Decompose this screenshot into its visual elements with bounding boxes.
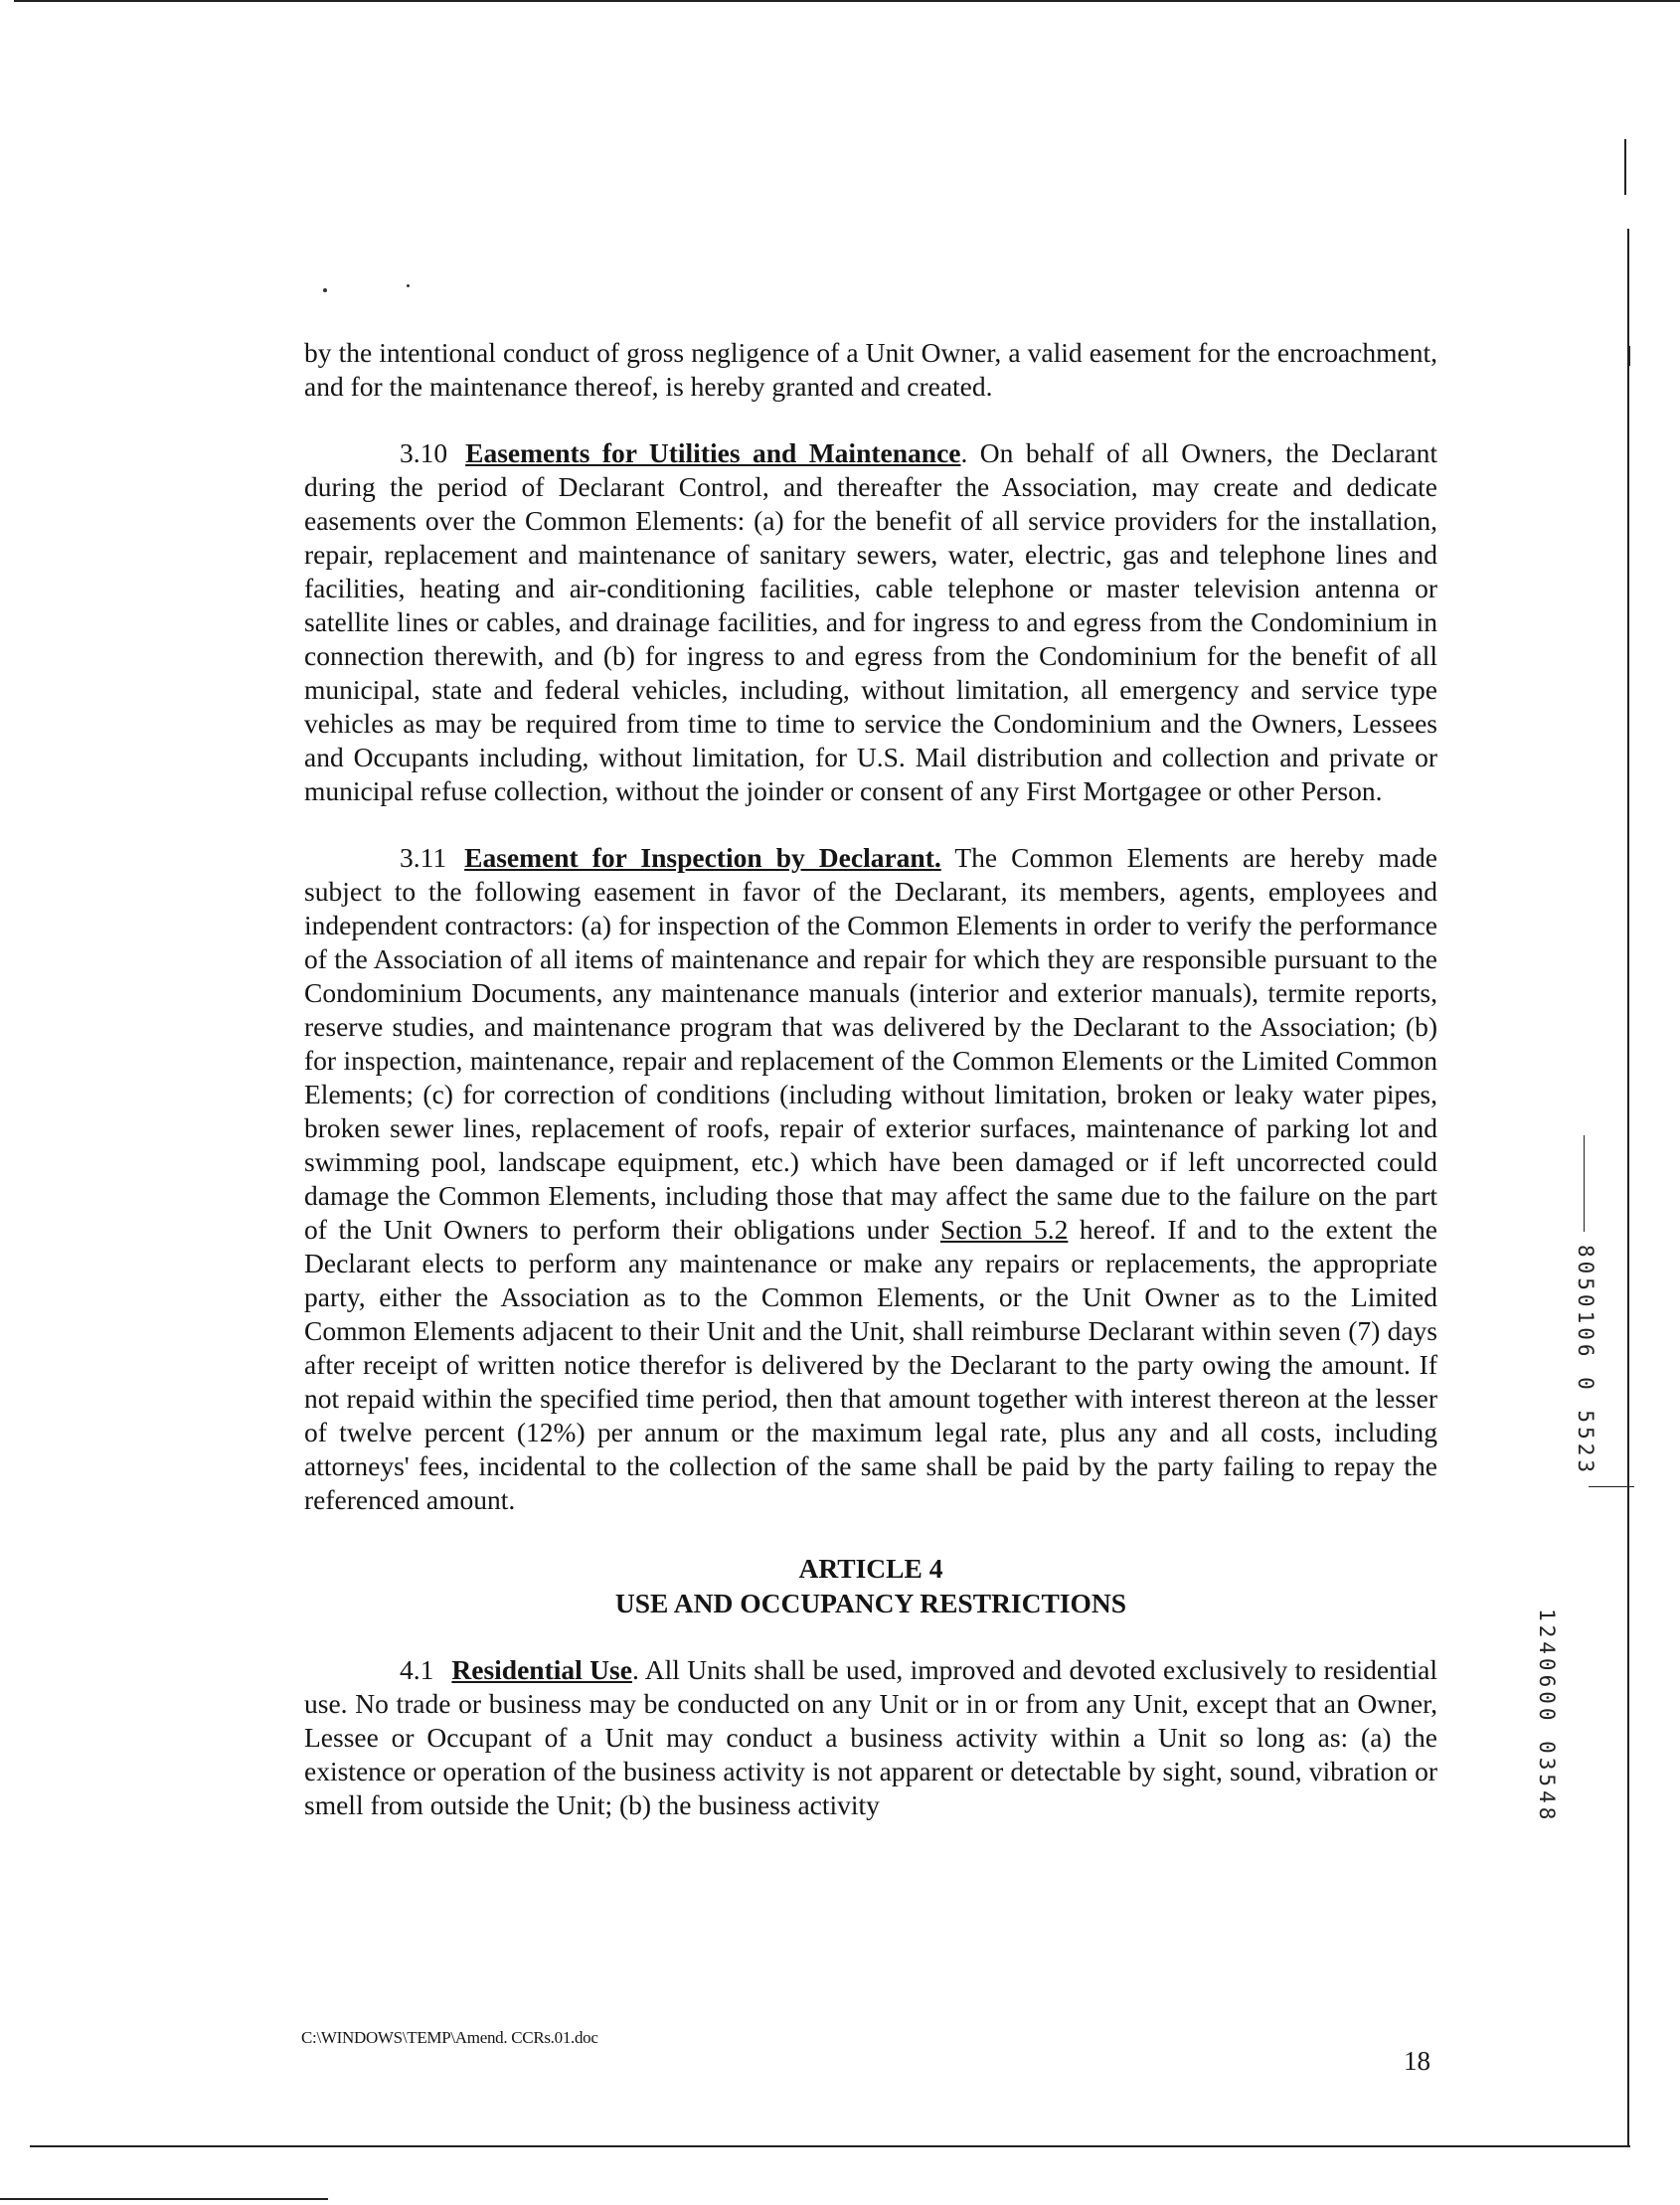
stamp-leader-line (1584, 1135, 1585, 1232)
section-reference: Section 5.2 (939, 1214, 1069, 1245)
scan-right-mark (1628, 346, 1630, 366)
recording-stamp: 1240600 03548 (1535, 1609, 1559, 1824)
scan-right-mark (1624, 139, 1626, 195)
section-text: hereof. If and to the extent the Declarant elects to perform any maintenance or make any repairs or replacements, the appropriate party, either the Association as to the Common Elements, or the Unit Owner as to the Limited Common Elements adjacent to their Unit and the Unit, shall reimburse Declarant within seven (7) days after receipt of written notice therefor is delivered by the Declarant to the party owing the amount. If not repaid within the specified time period, then that amount together with interest thereon at the lesser of twelve percent (12%) per annum or the maximum legal rate, plus any and all costs, including attorneys' fees, incidental to the collection of the same shall be paid by the party failing to repay the referenced amount. (304, 1214, 1437, 1515)
section-3-10 (304, 436, 1437, 808)
scan-top-border (14, 0, 1680, 2)
section-3-11 (304, 841, 1437, 1517)
page-number: 18 (1404, 2046, 1430, 2076)
section-number: 3.11 (400, 842, 447, 873)
section-title: Easements for Utilities and Maintenance (465, 437, 961, 468)
section-4-1 (304, 1653, 1437, 1822)
recording-stamp: 8050106 0 5523 (1574, 1245, 1597, 1477)
scan-bottom-border-edge (0, 2198, 328, 2200)
document-body (304, 336, 1437, 1822)
continuation-paragraph: by the intentional conduct of gross negligence of a Unit Owner, a valid easement for the encroachment, and for the maintenance thereof, is hereby granted and created. (304, 337, 1437, 402)
section-number: 4.1 (400, 1654, 434, 1685)
section-title: Residential Use (451, 1654, 632, 1685)
scan-speck (323, 288, 327, 292)
stamp-leader-line (1589, 1486, 1634, 1487)
article-heading-block (304, 1551, 1437, 1620)
article-title: USE AND OCCUPANCY RESTRICTIONS (614, 1588, 1127, 1618)
section-text: . All Units shall be used, improved and devoted exclusively to residential use. No trade or business may be conducted on any Unit or in or from any Unit, except that an Owner, Lessee or Occupant of a Unit may conduct a business activity within a Unit so long as: (a) the existence or operation of the business activity is not apparent or detectable by sight, sound, vibration or smell from outside the Unit; (b) the business activity (304, 1654, 1437, 1820)
scan-right-border (1627, 229, 1629, 2147)
section-title: Easement for Inspection by Declarant. (464, 842, 941, 873)
footer-file-path: C:\WINDOWS\TEMP\Amend. CCRs.01.doc (301, 2028, 598, 2047)
section-text: . On behalf of all Owners, the Declarant during the period of Declarant Control, and thereafter the Association, may create and dedicate easements over the Common Elements: (a) for the benefit of all service providers for the installation, repair, replacement and maintenance of sanitary sewers, water, electric, gas and telephone lines and facilities, heating and air-conditioning facilities, cable telephone or master television antenna or satellite lines or cables, and drainage facilities, and for ingress to and egress from the Condominium in connection therewith, and (b) for ingress to and egress from the Condominium for the benefit of all municipal, state and federal vehicles, including, without limitation, all emergency and service type vehicles as may be required from time to time to service the Condominium and the Owners, Lessees and Occupants including, without limitation, for U.S. Mail distribution and collection and private or municipal refuse collection, without the joinder or consent of any First Mortgagee or other Person. (304, 437, 1437, 806)
section-number: 3.10 (400, 437, 448, 468)
section-text: The Common Elements are hereby made subject to the following easement in favor of the Declarant, its members, agents, employees and independent contractors: (a) for inspection of the Common Elements in order to verify the performance of the Association of all items of maintenance and repair for which they are responsible pursuant to the Condominium Documents, any maintenance manuals (interior and exterior manuals), termite reports, reserve studies, and maintenance program that was delivered by the Declarant to the Association; (b) for inspection, maintenance, repair and replacement of the Common Elements or the Limited Common Elements; (c) for correction of conditions (including without limitation, broken or leaky water pipes, broken sewer lines, replacement of roofs, repair of exterior surfaces, maintenance of parking lot and swimming pool, landscape equipment, etc.) which have been damaged or if left uncorrected could damage the Common Elements, including those that may affect the same due to the failure on the part of the Unit Owners to perform their obligations under (304, 842, 1438, 1245)
scan-bottom-border (30, 2145, 1630, 2147)
article-number: ARTICLE 4 (798, 1553, 943, 1584)
scan-speck (407, 284, 410, 287)
